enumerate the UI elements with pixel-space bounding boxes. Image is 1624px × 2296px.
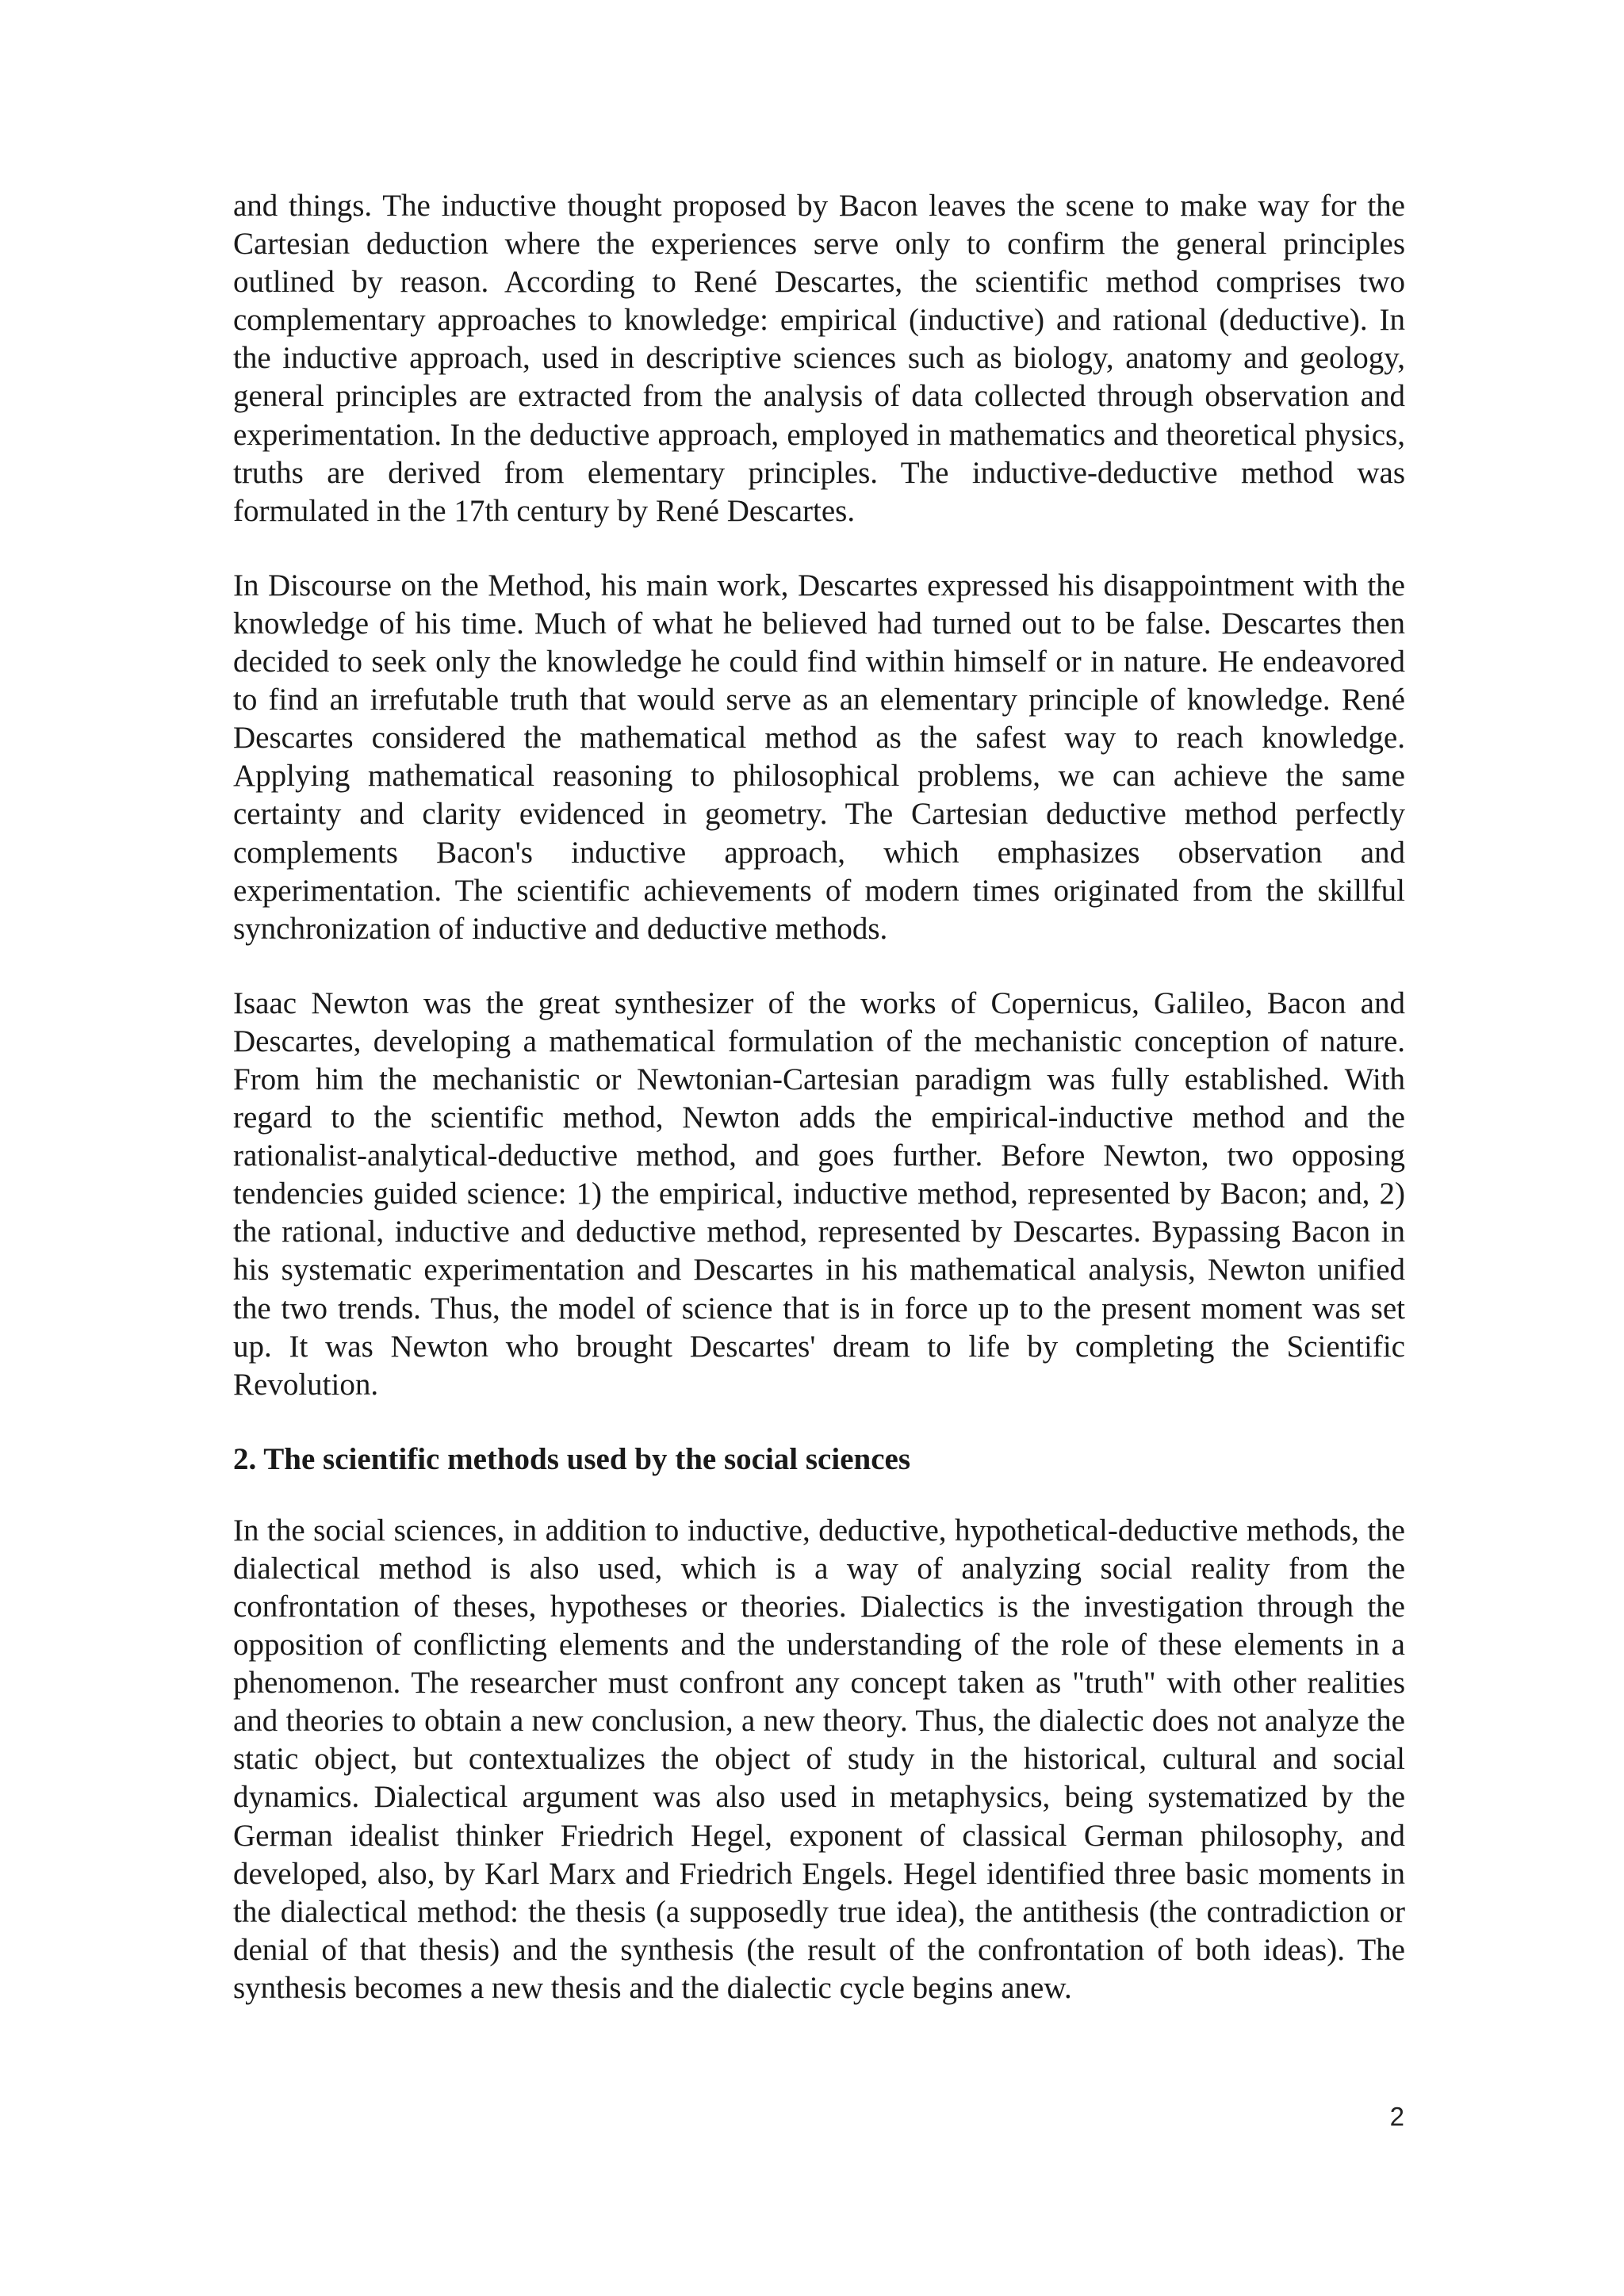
section-heading: 2. The scientific methods used by the social sciences bbox=[233, 1441, 911, 1476]
paragraph-cartesian-deduction: and things. The inductive thought proposed by Bacon leaves the scene to make way for the Cartesian deduction where the experiences serve only to confirm the general principles outlined by reason. According to René Descartes, the scientific method comprises two complementary approaches to knowledge: empirical (inductive) and rational (deductive). In the inductive approach, used in descriptive sciences such as biology, anatomy and geology, general principles are extracted from the analysis of data collected through observation and experimentation. In the deductive approach, employed in mathematics and theoretical physics, truths are derived from elementary principles. The inductive-deductive method was formulated in the 17th century by René Descartes. bbox=[233, 189, 1405, 528]
page-content bbox=[233, 187, 1405, 2044]
paragraph-discourse-on-method: In Discourse on the Method, his main work, Descartes expressed his disappointment with the knowledge of his time. Much of what he believed had turned out to be false. Descartes then decided to seek only the knowledge he could find within himself or in nature. He endeavored to find an irrefutable truth that would serve as an elementary principle of knowledge. René Descartes considered the mathematical method as the safest way to reach knowledge. Applying mathematical reasoning to philosophical problems, we can achieve the same certainty and clarity evidenced in geometry. The Cartesian deductive method perfectly complements Bacon's inductive approach, which emphasizes observation and experimentation. The scientific achievements of modern times originated from the skillful synchronization of inductive and deductive methods. bbox=[233, 568, 1405, 946]
page-number: 2 bbox=[1389, 2102, 1404, 2131]
paragraph-dialectical-method: In the social sciences, in addition to inductive, deductive, hypothetical-deductive methods, the dialectical method is also used, which is a way of analyzing social reality from the confrontation of theses, hypotheses or theories. Dialectics is the investigation through the opposition of conflicting elements and the understanding of the role of these elements in a phenomenon. The researcher must confront any concept taken as "truth" with other realities and theories to obtain a new conclusion, a new theory. Thus, the dialectic does not analyze the static object, but contextualizes the object of study in the historical, cultural and social dynamics. Dialectical argument was also used in metaphysics, being systematized by the German idealist thinker Friedrich Hegel, exponent of classical German philosophy, and developed, also, by Karl Marx and Friedrich Engels. Hegel identified three basic moments in the dialectical method: the thesis (a supposedly true idea), the antithesis (the contradiction or denial of that thesis) and the synthesis (the result of the confrontation of both ideas). The synthesis becomes a new thesis and the dialectic cycle begins anew. bbox=[233, 1513, 1405, 2005]
paragraph-isaac-newton: Isaac Newton was the great synthesizer of the works of Copernicus, Galileo, Bacon and Descartes, developing a mathematical formulation of the mechanistic conception of nature. From him the mechanistic or Newtonian-Cartesian paradigm was fully established. With regard to the scientific method, Newton adds the empirical-inductive method and the rationalist-analytical-deductive method, and goes further. Before Newton, two opposing tendencies guided science: 1) the empirical, inductive method, represented by Bacon; and, 2) the rational, inductive and deductive method, represented by Descartes. Bypassing Bacon in his systematic experimentation and Descartes in his mathematical analysis, Newton unified the two trends. Thus, the model of science that is in force up to the present moment was set up. It was Newton who brought Descartes' dream to life by completing the Scientific Revolution. bbox=[233, 985, 1405, 1402]
